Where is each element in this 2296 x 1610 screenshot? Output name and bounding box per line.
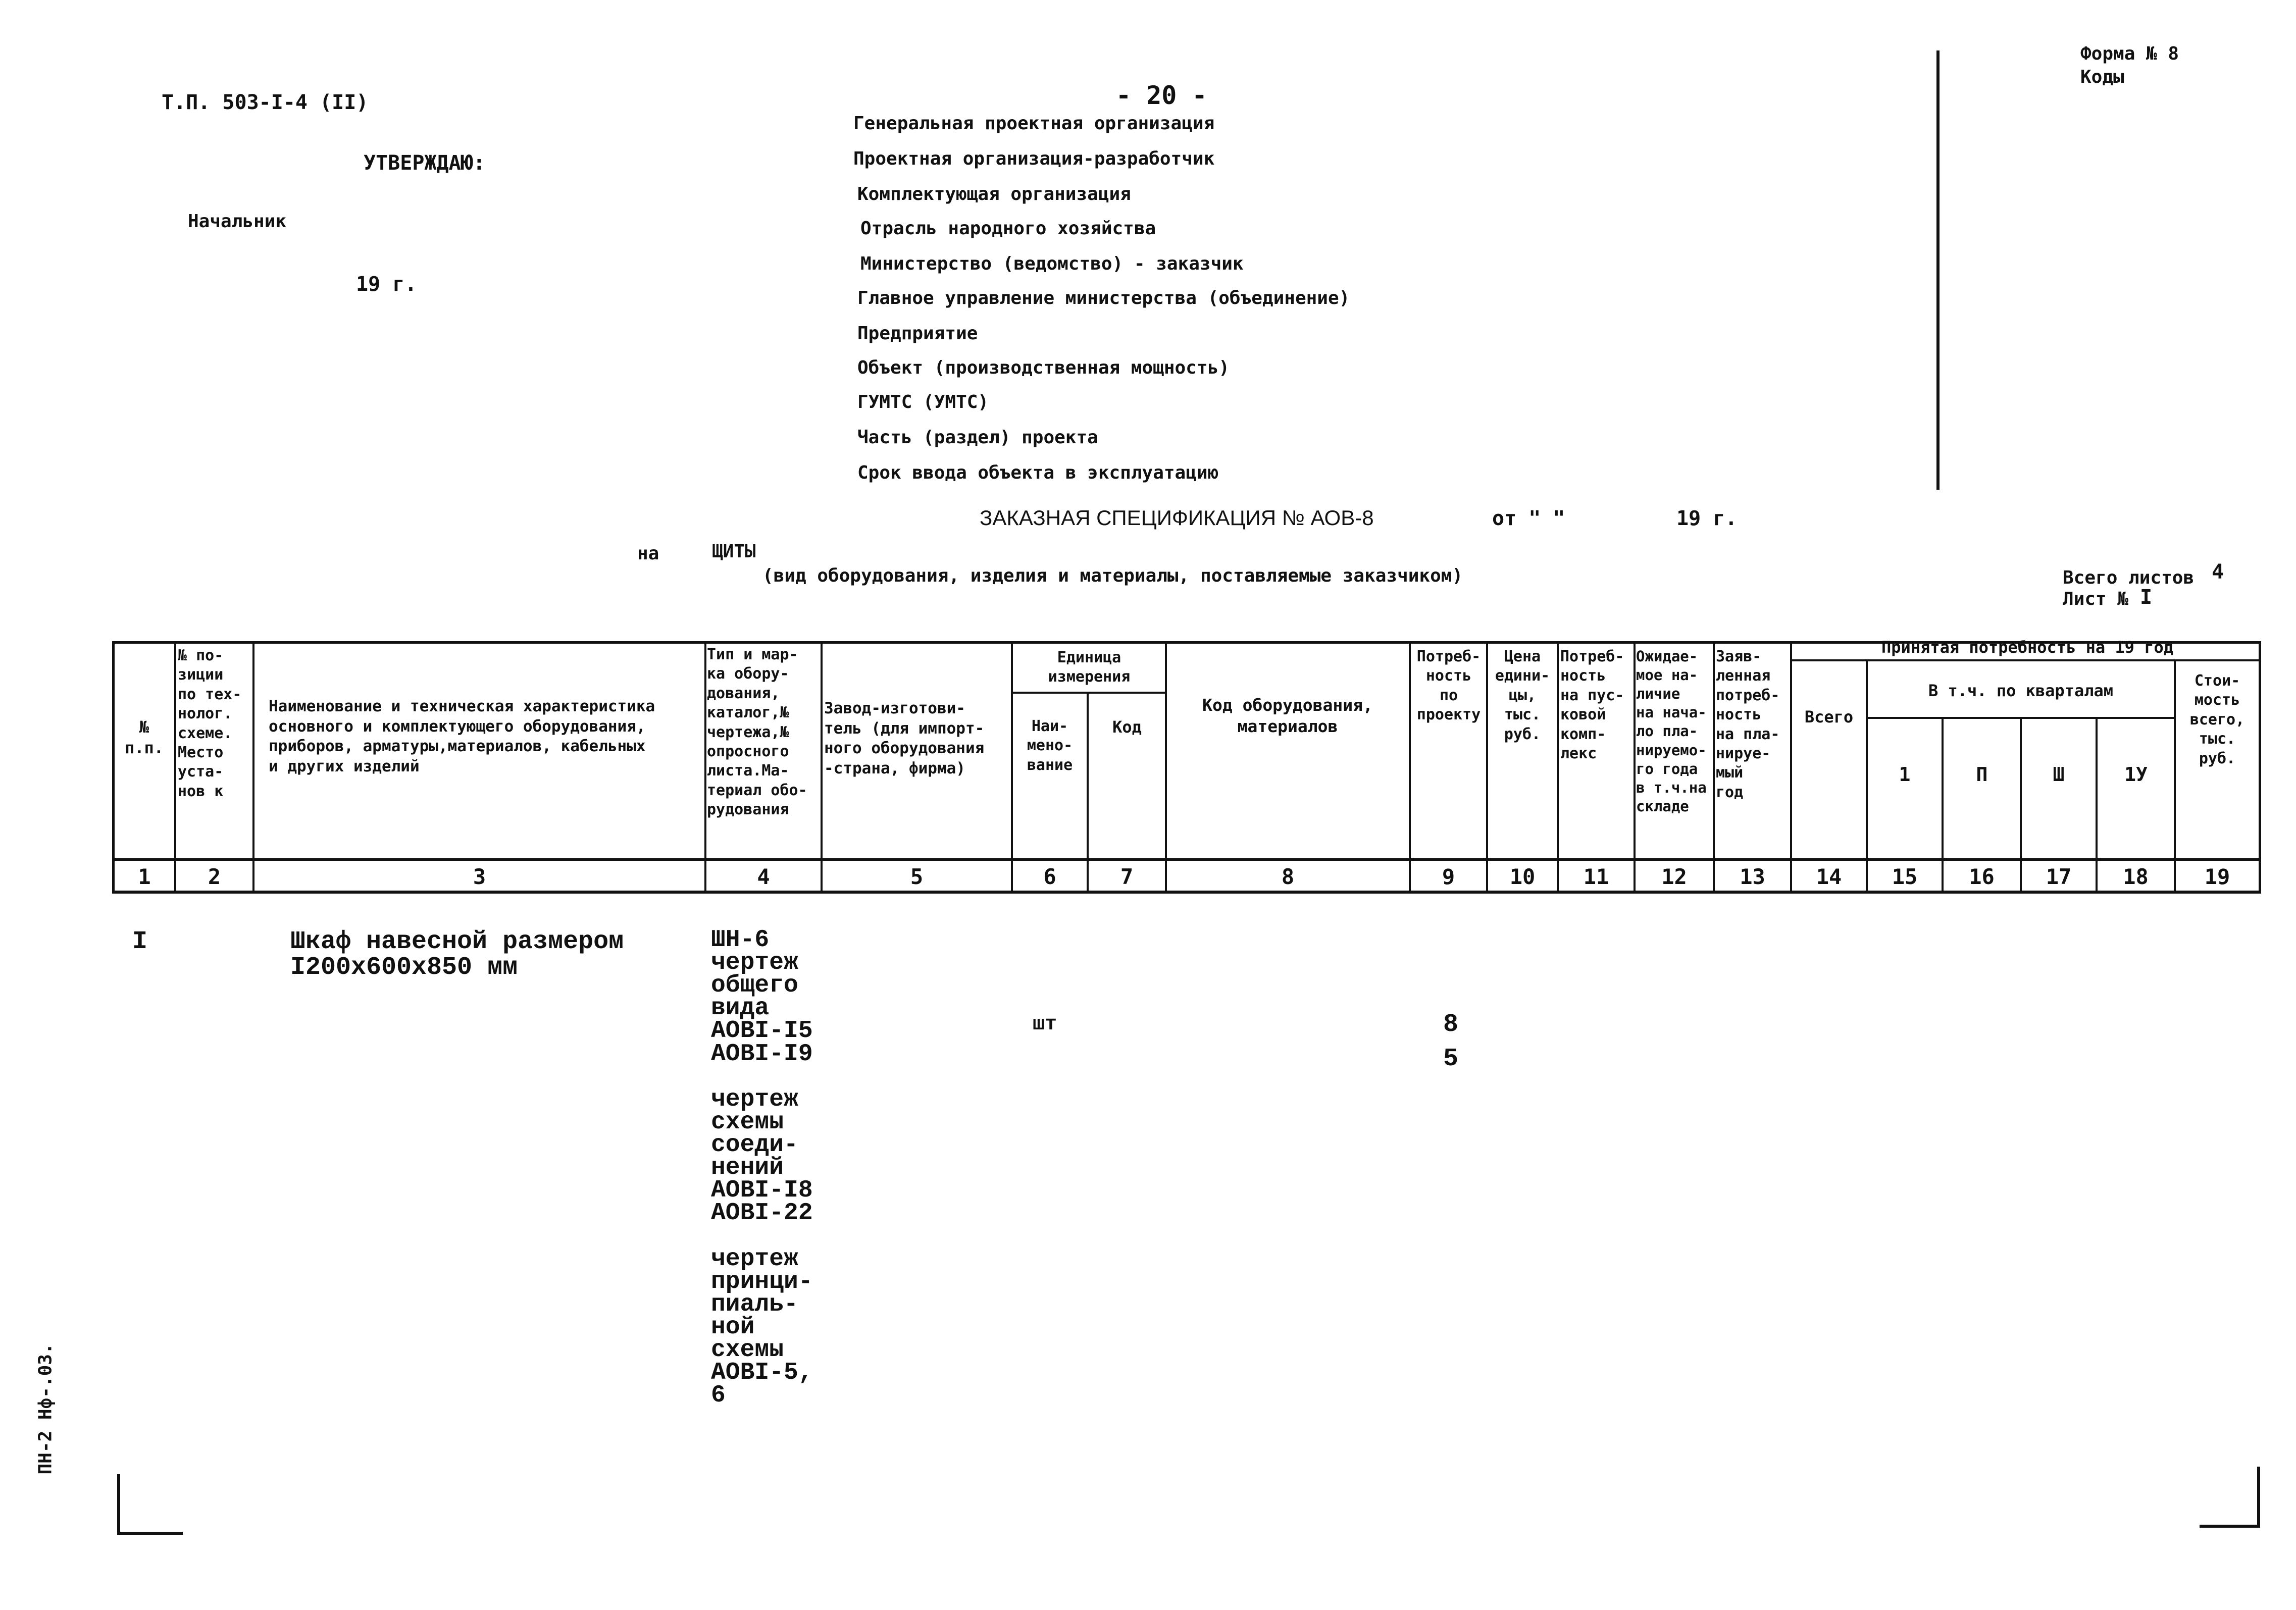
quarters-group-header: В т.ч. по кварталам bbox=[1928, 681, 2114, 700]
row-unit: шт bbox=[1033, 1013, 1057, 1036]
margin-note: ПН-2 Нф-.03. bbox=[35, 1343, 56, 1475]
org-line-11: Срок ввода объекта в эксплуатацию bbox=[857, 462, 1219, 483]
header-col-10: Цена едини- цы, тыс. руб. bbox=[1495, 648, 1550, 743]
col-sep-13 bbox=[1790, 641, 1792, 894]
row-index: I bbox=[132, 927, 148, 956]
org-line-10: Часть (раздел) проекта bbox=[857, 427, 1098, 448]
corner-mark-left-horizontal bbox=[117, 1532, 183, 1535]
col-sep-12 bbox=[1713, 641, 1715, 894]
col-sep-4 bbox=[821, 641, 823, 894]
col-number-17: 17 bbox=[2046, 864, 2072, 889]
row-qty-2: 5 bbox=[1443, 1045, 1459, 1073]
col-number-10: 10 bbox=[1509, 864, 1536, 889]
col-sep-9 bbox=[1486, 641, 1488, 894]
org-line-7: Предприятие bbox=[857, 323, 978, 344]
row-qty-1: 8 bbox=[1443, 1010, 1459, 1039]
col-number-5: 5 bbox=[910, 864, 924, 889]
approve-label: УТВЕРЖДАЮ: bbox=[364, 151, 485, 175]
sheets-total: 4 bbox=[2212, 560, 2224, 584]
col-sep-7 bbox=[1165, 641, 1167, 894]
corner-mark-right-vertical bbox=[2257, 1467, 2260, 1527]
col-sep-18 bbox=[2174, 660, 2176, 894]
unit-group-header: Единица измерения bbox=[1048, 649, 1131, 686]
col-number-11: 11 bbox=[1583, 864, 1609, 889]
sheet-label: Лист № bbox=[2063, 589, 2129, 609]
col-number-7: 7 bbox=[1120, 864, 1134, 889]
row-item-name: Шкаф навесной размером I200x600x850 мм bbox=[290, 927, 624, 982]
header-col-8: Код оборудования, материалов bbox=[1202, 695, 1373, 737]
col-sep-5 bbox=[1011, 641, 1013, 894]
col-number-18: 18 bbox=[2123, 864, 2149, 889]
col-sep-2 bbox=[252, 641, 254, 894]
org-line-6: Главное управление министерства (объединение) bbox=[857, 288, 1350, 308]
table-header-bottom bbox=[112, 858, 2261, 861]
header-col-13: Заяв- ленная потреб- ность на пла- нируе- мый год bbox=[1716, 648, 1780, 801]
col-number-16: 16 bbox=[1969, 864, 1995, 889]
sheets-total-label: Всего листов bbox=[2063, 567, 2195, 588]
spec-subject: ЩИТЫ bbox=[712, 541, 756, 562]
col-sep-14 bbox=[1866, 660, 1868, 894]
col-sep-0 bbox=[112, 641, 115, 894]
col-number-4: 4 bbox=[757, 864, 770, 889]
corner-mark-left-vertical bbox=[117, 1474, 120, 1535]
header-col-4: Тип и мар- ка обору- дования, каталог,№ чертежа,№ опросного листа.Ма- териал обо- рудования bbox=[707, 646, 807, 819]
col-sep-11 bbox=[1634, 641, 1636, 894]
codes-label: Коды bbox=[2080, 67, 2124, 87]
header-col-2: № по- зиции по тех- нолог. схеме. Место уста- нов к bbox=[178, 647, 242, 800]
col-number-9: 9 bbox=[1442, 864, 1455, 889]
col-number-3: 3 bbox=[473, 864, 486, 889]
header-col-3: Наименование и техническая характеристика основного и комплектующего оборудования, приборов, арматуры,материалов, кабельных и других изделий bbox=[269, 697, 655, 776]
org-line-5: Министерство (ведомство) - заказчик bbox=[860, 253, 1244, 274]
col-sep-19 bbox=[2259, 641, 2261, 894]
col-number-12: 12 bbox=[1661, 864, 1687, 889]
on-label: на bbox=[637, 543, 659, 564]
row-item-type: ШН-6 чертеж общего вида AOBI-I5 AOBI-I9 чертеж схемы соеди- нений AOBI-I8 AOBI-22 чертеж принци- пиаль- ной схемы AOBI-5, 6 bbox=[711, 926, 813, 1410]
col-number-2: 2 bbox=[208, 864, 221, 889]
col-number-14: 14 bbox=[1816, 864, 1842, 889]
spec-title: ЗАКАЗНАЯ СПЕЦИФИКАЦИЯ № АОВ-8 bbox=[980, 506, 1374, 530]
col-number-1: 1 bbox=[138, 864, 151, 889]
org-line-8: Объект (производственная мощность) bbox=[857, 357, 1230, 378]
col-number-8: 8 bbox=[1281, 864, 1295, 889]
org-line-3: Комплектующая организация bbox=[857, 184, 1131, 204]
col-number-6: 6 bbox=[1043, 864, 1056, 889]
col-sep-3 bbox=[704, 641, 706, 894]
header-col-1: № п.п. bbox=[124, 717, 164, 757]
header-col-18: 1У bbox=[2124, 763, 2148, 786]
col-number-19: 19 bbox=[2204, 864, 2230, 889]
org-line-9: ГУМТС (УМТС) bbox=[857, 392, 989, 412]
header-col-14: Всего bbox=[1804, 707, 1854, 726]
spec-subject-note: (вид оборудования, изделия и материалы, поставляемые заказчиком) bbox=[762, 565, 1463, 586]
codes-divider bbox=[1936, 50, 1940, 490]
col-sep-6 bbox=[1087, 693, 1089, 894]
corner-mark-right-horizontal bbox=[2200, 1525, 2260, 1528]
org-line-2: Проектная организация-разработчик bbox=[853, 148, 1215, 169]
header-col-6: Наи- мено- вание bbox=[1027, 717, 1073, 774]
org-line-1: Генеральная проектная организация bbox=[853, 113, 1215, 134]
header-col-7: Код bbox=[1112, 717, 1142, 737]
col-sep-8 bbox=[1409, 641, 1411, 894]
accepted-group-line bbox=[1790, 659, 2261, 661]
table-bottom-border bbox=[112, 891, 2261, 894]
page-number: - 20 - bbox=[1116, 81, 1207, 110]
col-number-13: 13 bbox=[1740, 864, 1765, 889]
header-col-9: Потреб- ность по проекту bbox=[1416, 648, 1481, 724]
col-sep-10 bbox=[1557, 641, 1559, 894]
spec-from: от " " bbox=[1492, 507, 1565, 530]
header-col-19: Стои- мость всего, тыс. руб. bbox=[2189, 672, 2245, 767]
chief-label: Начальник bbox=[188, 211, 287, 232]
header-col-12: Ожидае- мое на- личие на нача- ло пла- нируемо- го года в т.ч.на складе bbox=[1636, 648, 1707, 815]
header-col-15: 1 bbox=[1899, 763, 1911, 786]
header-col-17: Ш bbox=[2053, 763, 2065, 786]
org-line-4: Отрасль народного хозяйства bbox=[860, 218, 1156, 239]
accepted-group-header: Принятая потребность на 19 год bbox=[1881, 638, 2173, 657]
spec-year: 19 г. bbox=[1676, 507, 1738, 530]
sheet-number: I bbox=[2140, 586, 2153, 609]
header-col-5: Завод-изготови- тель (для импорт- ного оборудования -страна, фирма) bbox=[824, 699, 985, 778]
col-number-15: 15 bbox=[1892, 864, 1918, 889]
col-sep-1 bbox=[174, 641, 176, 894]
header-col-11: Потреб- ность на пус- ковой комп- лекс bbox=[1560, 648, 1624, 762]
approval-year: 19 г. bbox=[356, 273, 417, 296]
header-col-16: П bbox=[1976, 763, 1988, 786]
form-label: Форма № 8 bbox=[2080, 43, 2179, 64]
doc-code: Т.П. 503-I-4 (II) bbox=[162, 91, 369, 114]
